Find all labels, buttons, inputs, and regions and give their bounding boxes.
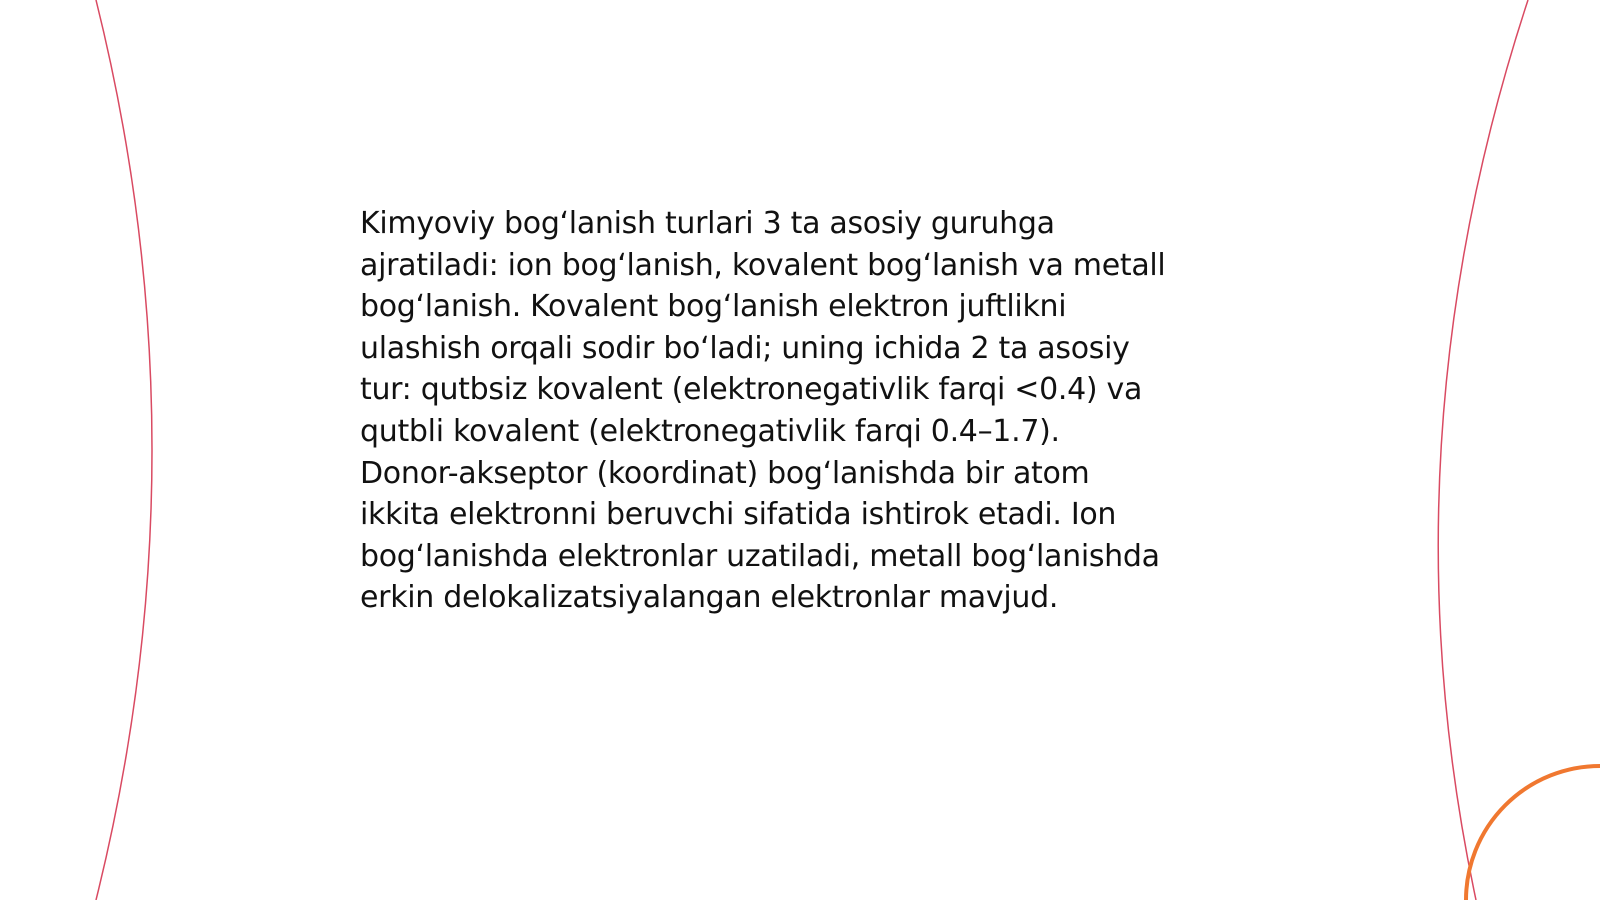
- body-paragraph: [360, 203, 1250, 619]
- paragraph-line: ikkita elektronni beruvchi sifatida ishtirok etadi. Ion: [360, 497, 1117, 533]
- paragraph-line: tur: qutbsiz kovalent (elektronegativlik farqi <0.4) va: [360, 372, 1143, 408]
- paragraph-line: Kimyoviy bog‘lanish turlari 3 ta asosiy guruhga: [360, 206, 1055, 241]
- left-curve-line: [96, 0, 152, 900]
- paragraph-line: Donor-akseptor (koordinat) bog‘lanishda bir atom: [360, 455, 1090, 491]
- right-curve-line: [1438, 0, 1528, 900]
- paragraph-line: bog‘lanish. Kovalent bog‘lanish elektron juftlikni: [360, 289, 1067, 325]
- paragraph-line: erkin delokalizatsiyalangan elektronlar mavjud.: [360, 580, 1059, 616]
- paragraph-line: qutbli kovalent (elektronegativlik farqi 0.4–1.7).: [360, 413, 1060, 449]
- paragraph-line: bog‘lanishda elektronlar uzatiladi, metall bog‘lanishda: [360, 538, 1160, 574]
- paragraph-line: ajratiladi: ion bog‘lanish, kovalent bog‘lanish va metall: [360, 247, 1166, 283]
- accent-arc: [1466, 766, 1600, 900]
- paragraph-line: ulashish orqali sodir bo‘ladi; uning ichida 2 ta asosiy: [360, 330, 1130, 366]
